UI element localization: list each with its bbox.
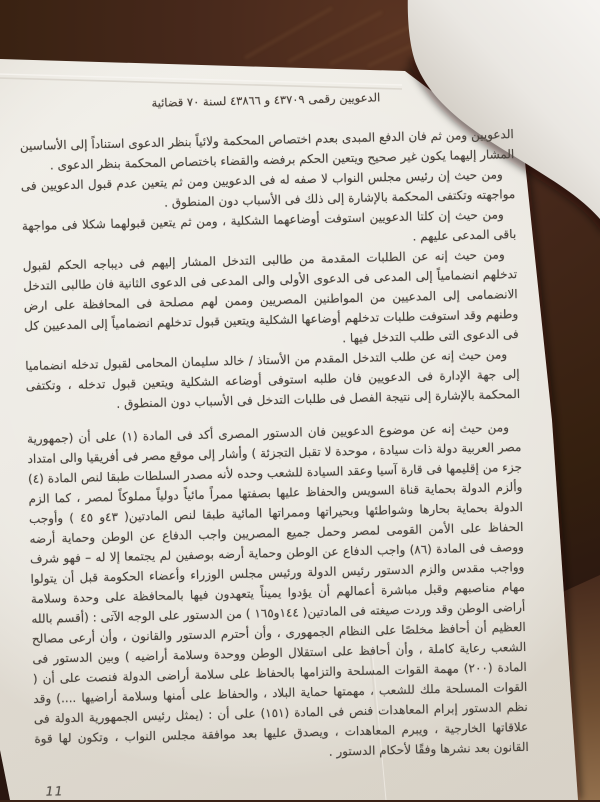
paragraph: ومن حيث إنه عن الطلبات المقدمة من طالبى التدخل المشار إليهم فى ديباجه الحكم لقبول تدخلهم انضمامياً إلى المدعى فى الدعوى الأولى والى المدعى فى الدعوى الثانية فان طالبى التدخل الانضمامى إلى المدعيين من المواطنين المصريين وممن لهم مصلحة فى المحافظة على ارض وطنهم وقد استوفت طلبات تدخلهم أوضاعها الشكلية ويتعين قبول تدخلهم انضمامياً إلى المدعيين كل فى الدعوى التى طلب التدخل فيها . [22,247,519,346]
paragraph: ومن حيث إنه عن طلب التدخل المقدم من الأستاذ / خالد سليمان المحامى لقبول تدخله انضماميا إلى جهة الإدارة فى الدعويين فان طلبه استوفى أوضاعه الشكلية ويتعين قبول تدخله ، وتكتفى المحكمة بالإشارة إلى نتيجة الفصل فى طلبات التدخل فى الأسباب دون المنطوق . [25,347,521,411]
paragraph: ومن حيث إن رئيس مجلس النواب لا صفه له فى الدعويين ومن ثم يتعين عدم قبول الدعويين فى مواجهته وتكتفى المحكمة بالإشارة إلى ذلك فى الأسباب دون المنطوق . [20,167,516,210]
case-header: الدعويين رقمى ٤٣٧٠٩ و ٤٣٨٦٦ لسنة ٧٠ قضائية [151,90,381,110]
page-number: 11 [45,783,64,799]
paragraph: ومن حيث إن كلتا الدعويين استوفت أوضاعهما الشكلية ، ومن ثم يتعين قبولهما شكلا فى مواجهة باقى المدعى عليهم . [21,207,517,244]
document-page [19,84,529,799]
paragraph-continuation: الدعويين ومن ثم فان الدفع المبدى بعدم اختصاص المحكمة ولائياً بنظر الدعوى استناداً إلى الأساسين المشار إليهما يكون غير صحيح ويتعين الحكم برفضه والقضاء باختصاص المحكمة بنظر الدعوى . [19,127,515,173]
paragraph: ومن حيث إنه عن موضوع الدعويين فان الدستور المصرى أكد فى المادة (١) على أن (جمهورية مصر العربية دولة ذات سيادة ، موحدة لا تقبل التجزئة ) وأشار إلى موقع مصر فى أفريقيا والى امتداد جزء من إقليمها فى قارة آسيا وعقد السيادة للشعب وحده لأنه مصدر السلطات طبقا لنص المادة (٤) وألزم الدولة بحماية قناة السويس والحفاظ عليها بصفتها ممراً مائياً دولياً مملوكاً لمصر ، كما الزم الدولة بحماية بحارها وشواطئها وبحيراتها وممراتها المائية طبقا لنص المادتين( ٤٣و ٤٥ ) وأوجب الحفاظ على الأمن القومى لمصر وحمل جميع المصريين واجب الدفاع عن الوطن وحماية أرضه ووصف فى المادة (٨٦) واجب الدفاع عن الوطن وحماية أرضه بوصفين لم يجتمعا إلا له – فهو شرف وواجب مقدس والزم الدستور رئيس الدولة ورئيس مجلس الوزراء وأعضاء الحكومة قبل أن يتولوا مهام مناصبهم وقبل مباشرة أعمالهم أن يؤدوا يميناً يتعهدون فيها بالمحافظة على وحدة وسلامة أراضى الوطن وقد وردت صيغته فى المادتين( ١٤٤و١٦٥ ) من الدستور على الوجه الآتى : (أقسم بالله العظيم أن أحافظ مخلصًا على النظام الجمهورى ، وأن أحترم الدستور والقانون ، وأن أرعى مصالح الشعب رعاية كاملة ، وأن أحافظ على استقلال الوطن ووحدة وسلامة أراضيه ) وبين الدستور فى المادة (٢٠٠) مهمة القوات المسلحة والتزامها بالحفاظ على سلامة أراضى الدولة فنصت على أن ( القوات المسلحة ملك للشعب ، مهمتها حماية البلاد ، والحفاظ على أمنها وسلامة أراضيها ....) وقد نظم الدستور إبرام المعاهدات فنص فى المادة (١٥١) على أن : (يمثل رئيس الجمهورية الدولة فى علاقاتها الخارجية ، ويبرم المعاهدات ، ويصدق عليها بعد موافقة مجلس النواب ، وتكون لها قوة القانون بعد نشرها وفقًا لأحكام الدستور . [26,420,529,759]
